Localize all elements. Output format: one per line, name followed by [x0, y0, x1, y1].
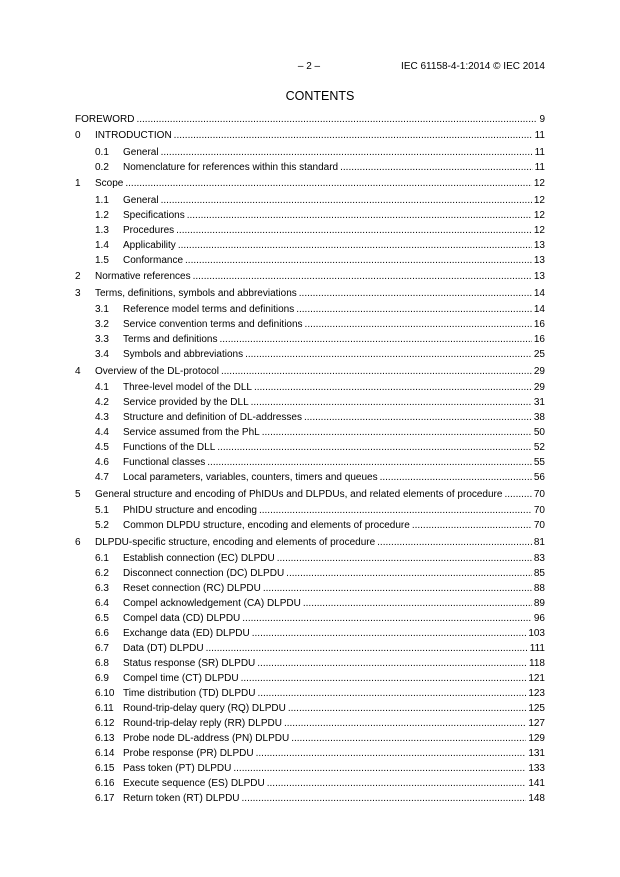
dot-leader — [187, 209, 532, 222]
dot-leader — [242, 612, 532, 625]
toc-entry-page: 133 — [528, 763, 545, 774]
toc-entry-page: 83 — [533, 553, 545, 564]
toc-entry-number: 6.4 — [95, 598, 109, 609]
toc-entry-number: 3.1 — [95, 304, 109, 315]
toc-entry-number: 6.5 — [95, 613, 109, 624]
toc-entry-number: 6.15 — [95, 763, 115, 774]
toc-entry-title: Data (DT) DLPDU — [123, 643, 204, 654]
toc-entry[interactable] — [75, 380, 545, 395]
dot-leader — [251, 396, 532, 409]
dot-leader — [303, 597, 532, 610]
toc-entry-page: 12 — [533, 194, 545, 206]
toc-entry-title: Three-level model of the DLL — [123, 382, 252, 393]
toc-entry-page: 11 — [534, 130, 545, 141]
toc-entry[interactable] — [75, 671, 545, 686]
toc-entry[interactable] — [75, 410, 545, 425]
toc-entry-title: Conformance — [123, 254, 184, 266]
toc-entry[interactable] — [75, 566, 545, 581]
toc-entry-page: 25 — [533, 349, 545, 360]
toc-entry-title: General structure and encoding of PhIDUs and DLPDUs, and related elements of procedure — [95, 488, 503, 500]
toc-entry-title: Specifications — [123, 209, 185, 221]
toc-entry-number: 5.2 — [95, 520, 109, 531]
toc-entry[interactable] — [75, 503, 545, 518]
toc-entry[interactable] — [75, 611, 545, 626]
toc-entry-number: 2 — [75, 271, 81, 282]
toc-entry-title: Exchange data (ED) DLPDU — [123, 628, 250, 639]
dot-leader — [176, 224, 532, 237]
toc-entry-number: 4.7 — [95, 472, 109, 483]
toc-entry-page: 127 — [528, 718, 545, 729]
toc-entry[interactable] — [75, 112, 545, 127]
toc-entry-number: 6.11 — [95, 703, 114, 714]
toc-entry-page: 16 — [533, 334, 545, 345]
toc-entry-page: 131 — [528, 748, 545, 759]
toc-entry-page: 29 — [533, 382, 545, 393]
toc-entry[interactable] — [75, 395, 545, 410]
toc-entry-title: Round-trip-delay reply (RR) DLPDU — [123, 718, 282, 729]
toc-entry-page: 13 — [533, 271, 545, 282]
toc-entry-title: Scope — [95, 178, 124, 189]
toc-entry-page: 14 — [533, 287, 545, 299]
dot-leader — [257, 657, 527, 670]
page-title: CONTENTS — [285, 88, 355, 103]
toc-entry-number: 4.2 — [95, 397, 109, 408]
toc-entry-title: Compel data (CD) DLPDU — [123, 613, 241, 624]
toc-entry-page: 96 — [533, 613, 545, 624]
dot-leader — [263, 582, 532, 595]
toc-entry-title: Terms, definitions, symbols and abbreviations — [95, 287, 297, 299]
toc-entry-number: 1.2 — [95, 209, 109, 221]
toc-entry[interactable] — [75, 347, 545, 362]
toc-entry[interactable] — [75, 176, 545, 191]
toc-entry[interactable] — [75, 791, 545, 806]
toc-entry-number: 6.1 — [95, 553, 109, 564]
toc-entry-number: 6.8 — [95, 658, 109, 669]
toc-entry-title: General — [123, 146, 159, 158]
dot-leader — [286, 567, 532, 580]
dot-leader — [277, 552, 532, 565]
toc-entry-page: 50 — [533, 427, 545, 438]
toc-entry-title: Symbols and abbreviations — [123, 349, 244, 360]
toc-entry-page: 52 — [533, 442, 545, 453]
toc-entry-number: 1.1 — [95, 194, 109, 206]
toc-entry[interactable] — [75, 286, 545, 301]
toc-entry-number: 4.1 — [95, 382, 109, 393]
table-of-contents — [75, 112, 545, 807]
toc-entry-page: 14 — [533, 304, 545, 315]
dot-leader — [412, 519, 532, 532]
toc-entry-title: Normative references — [95, 271, 191, 282]
dot-leader — [233, 762, 526, 775]
toc-entry-number: 4.5 — [95, 442, 109, 453]
toc-entry[interactable] — [75, 223, 545, 238]
toc-entry-page: 111 — [529, 643, 545, 654]
toc-entry-number: 0.1 — [95, 146, 109, 158]
toc-entry-page: 13 — [533, 254, 545, 266]
toc-entry-title: Nomenclature for references within this standard — [123, 161, 339, 173]
toc-entry-page: 9 — [539, 113, 545, 125]
toc-entry-title: Compel acknowledgement (CA) DLPDU — [123, 598, 301, 609]
toc-entry-title: Overview of the DL-protocol — [95, 365, 219, 377]
dot-leader — [304, 411, 532, 424]
toc-entry[interactable] — [75, 253, 545, 268]
dot-leader — [288, 702, 526, 715]
toc-entry[interactable] — [75, 596, 545, 611]
toc-entry[interactable] — [75, 208, 545, 223]
dot-leader — [206, 642, 528, 655]
toc-entry-title: Common DLPDU structure, encoding and elements of procedure — [123, 520, 410, 531]
toc-entry-number: 0 — [75, 130, 81, 141]
toc-entry-page: 11 — [534, 146, 545, 158]
toc-entry[interactable] — [75, 302, 545, 317]
dot-leader — [257, 687, 526, 700]
toc-entry-page: 13 — [533, 239, 545, 251]
dot-leader — [256, 747, 527, 760]
dot-leader — [185, 254, 532, 267]
dot-leader — [136, 113, 537, 126]
toc-entry[interactable] — [75, 716, 545, 731]
toc-entry[interactable] — [75, 269, 545, 284]
toc-entry-title: Probe node DL-address (PN) DLPDU — [123, 733, 290, 744]
toc-entry-page: 125 — [528, 703, 545, 714]
dot-leader — [377, 536, 532, 549]
toc-entry-page: 55 — [533, 457, 545, 468]
toc-entry-title: Pass token (PT) DLPDU — [123, 763, 232, 774]
toc-entry-page: 11 — [534, 161, 545, 173]
toc-entry-title: Time distribution (TD) DLPDU — [123, 688, 256, 699]
toc-entry[interactable] — [75, 776, 545, 791]
dot-leader — [262, 426, 532, 439]
dot-leader — [174, 129, 533, 142]
toc-entry-number: 6.7 — [95, 643, 109, 654]
dot-leader — [245, 348, 532, 361]
toc-entry-page: 56 — [533, 472, 545, 483]
toc-entry-title: INTRODUCTION — [95, 130, 172, 141]
toc-entry-page: 118 — [529, 658, 545, 669]
toc-entry-title: Execute sequence (ES) DLPDU — [123, 778, 265, 789]
toc-entry-title: FOREWORD — [75, 113, 135, 125]
dot-leader — [291, 732, 526, 745]
toc-entry-title: Reset connection (RC) DLPDU — [123, 583, 261, 594]
toc-entry[interactable] — [75, 440, 545, 455]
toc-entry-number: 6.3 — [95, 583, 109, 594]
toc-entry-title: General — [123, 194, 159, 206]
dot-leader — [299, 287, 532, 300]
toc-entry-page: 81 — [533, 536, 545, 548]
dot-leader — [259, 504, 532, 517]
toc-entry-title: Local parameters, variables, counters, timers and queues — [123, 472, 378, 483]
toc-entry[interactable] — [75, 686, 545, 701]
toc-entry[interactable] — [75, 535, 545, 550]
toc-entry-title: Establish connection (EC) DLPDU — [123, 553, 275, 564]
toc-entry-number: 3.3 — [95, 334, 109, 345]
toc-entry-number: 6.12 — [95, 718, 115, 729]
toc-entry-page: 31 — [533, 397, 545, 408]
toc-entry-title: Procedures — [123, 224, 175, 236]
toc-entry[interactable] — [75, 487, 545, 502]
toc-entry-number: 4.4 — [95, 427, 109, 438]
dot-leader — [217, 441, 532, 454]
toc-entry-page: 70 — [533, 488, 545, 500]
dot-leader — [254, 381, 532, 394]
dot-leader — [161, 146, 533, 159]
toc-entry-page: 121 — [528, 673, 545, 684]
dot-leader — [380, 471, 532, 484]
toc-entry-number: 1.5 — [95, 254, 109, 266]
toc-entry-page: 70 — [533, 520, 545, 531]
dot-leader — [252, 627, 527, 640]
toc-entry[interactable] — [75, 581, 545, 596]
toc-entry-title: Status response (SR) DLPDU — [123, 658, 256, 669]
toc-entry-title: Round-trip-delay query (RQ) DLPDU — [123, 703, 286, 714]
toc-entry-number: 6.16 — [95, 778, 115, 789]
toc-entry-page: 89 — [533, 598, 545, 609]
dot-leader — [241, 672, 527, 685]
toc-entry-title: Applicability — [123, 239, 176, 251]
toc-entry[interactable] — [75, 332, 545, 347]
toc-entry-number: 3 — [75, 287, 81, 299]
toc-entry[interactable] — [75, 145, 545, 160]
toc-entry-page: 85 — [533, 568, 545, 579]
toc-entry-page: 38 — [533, 412, 545, 423]
toc-entry-number: 3.2 — [95, 319, 109, 330]
toc-entry-page: 141 — [528, 778, 545, 789]
toc-entry[interactable] — [75, 238, 545, 253]
toc-entry-title: Disconnect connection (DC) DLPDU — [123, 568, 285, 579]
toc-entry-number: 6.2 — [95, 568, 109, 579]
toc-entry-title: PhIDU structure and encoding — [123, 505, 257, 516]
toc-entry-page: 148 — [528, 793, 545, 804]
toc-entry-page: 12 — [533, 224, 545, 236]
toc-entry-page: 129 — [528, 733, 545, 744]
toc-entry-number: 1.3 — [95, 224, 109, 236]
toc-entry-title: DLPDU-specific structure, encoding and elements of procedure — [95, 536, 376, 548]
toc-entry-number: 1 — [75, 178, 81, 189]
toc-entry[interactable] — [75, 193, 545, 208]
toc-entry[interactable] — [75, 656, 545, 671]
dot-leader — [340, 161, 533, 174]
toc-entry[interactable] — [75, 455, 545, 470]
toc-entry[interactable] — [75, 364, 545, 379]
toc-entry-title: Reference model terms and definitions — [123, 304, 295, 315]
document-id: IEC 61158-4-1:2014 © IEC 2014 — [401, 60, 545, 72]
toc-entry[interactable] — [75, 518, 545, 533]
toc-entry-title: Service provided by the DLL — [123, 397, 249, 408]
toc-entry-number: 6.6 — [95, 628, 109, 639]
toc-entry-number: 5.1 — [95, 505, 109, 516]
toc-entry-number: 1.4 — [95, 239, 109, 251]
dot-leader — [207, 456, 532, 469]
toc-entry[interactable] — [75, 761, 545, 776]
toc-entry-page: 12 — [533, 209, 545, 221]
toc-entry[interactable] — [75, 551, 545, 566]
toc-entry[interactable] — [75, 160, 545, 175]
dot-leader — [193, 270, 532, 283]
toc-entry-number: 4.3 — [95, 412, 109, 423]
toc-entry-number: 6.14 — [95, 748, 115, 759]
toc-entry-title: Service convention terms and definitions — [123, 319, 303, 330]
toc-entry-title: Probe response (PR) DLPDU — [123, 748, 254, 759]
toc-entry-page: 88 — [533, 583, 545, 594]
toc-entry-page: 123 — [528, 688, 545, 699]
toc-entry-title: Compel time (CT) DLPDU — [123, 673, 239, 684]
toc-entry[interactable] — [75, 317, 545, 332]
dot-leader — [504, 488, 531, 501]
toc-entry-title: Functions of the DLL — [123, 442, 216, 453]
toc-entry-page: 70 — [533, 505, 545, 516]
toc-entry-title: Return token (RT) DLPDU — [123, 793, 240, 804]
dot-leader — [267, 777, 527, 790]
toc-entry-number: 6.9 — [95, 673, 109, 684]
dot-leader — [284, 717, 526, 730]
toc-entry-number: 4 — [75, 365, 81, 377]
toc-entry[interactable] — [75, 746, 545, 761]
toc-entry-number: 0.2 — [95, 161, 109, 173]
toc-entry-title: Structure and definition of DL-addresses — [123, 412, 302, 423]
dot-leader — [125, 177, 532, 190]
toc-entry[interactable] — [75, 470, 545, 485]
toc-entry-page: 103 — [528, 628, 545, 639]
toc-entry[interactable] — [75, 731, 545, 746]
toc-entry-number: 6.17 — [95, 793, 115, 804]
dot-leader — [161, 194, 532, 207]
toc-entry-title: Functional classes — [123, 457, 206, 468]
toc-entry[interactable] — [75, 128, 545, 143]
toc-entry-number: 6 — [75, 536, 81, 548]
toc-entry-page: 29 — [533, 365, 545, 377]
toc-entry-title: Terms and definitions — [123, 334, 218, 345]
toc-entry[interactable] — [75, 626, 545, 641]
toc-entry-page: 16 — [533, 319, 545, 330]
toc-entry-page: 12 — [533, 178, 545, 189]
toc-entry-number: 3.4 — [95, 349, 109, 360]
toc-entry[interactable] — [75, 425, 545, 440]
toc-entry-number: 6.10 — [95, 688, 115, 699]
dot-leader — [305, 318, 532, 331]
dot-leader — [242, 792, 527, 805]
toc-entry-number: 6.13 — [95, 733, 115, 744]
dot-leader — [178, 239, 532, 252]
toc-entry-number: 4.6 — [95, 457, 109, 468]
dot-leader — [221, 365, 532, 378]
toc-entry-number: 5 — [75, 488, 81, 500]
page-number: – 2 – — [297, 60, 321, 72]
dot-leader — [220, 333, 532, 346]
dot-leader — [296, 303, 532, 316]
toc-entry[interactable] — [75, 701, 545, 716]
toc-entry-title: Service assumed from the PhL — [123, 427, 260, 438]
toc-entry[interactable] — [75, 641, 545, 656]
